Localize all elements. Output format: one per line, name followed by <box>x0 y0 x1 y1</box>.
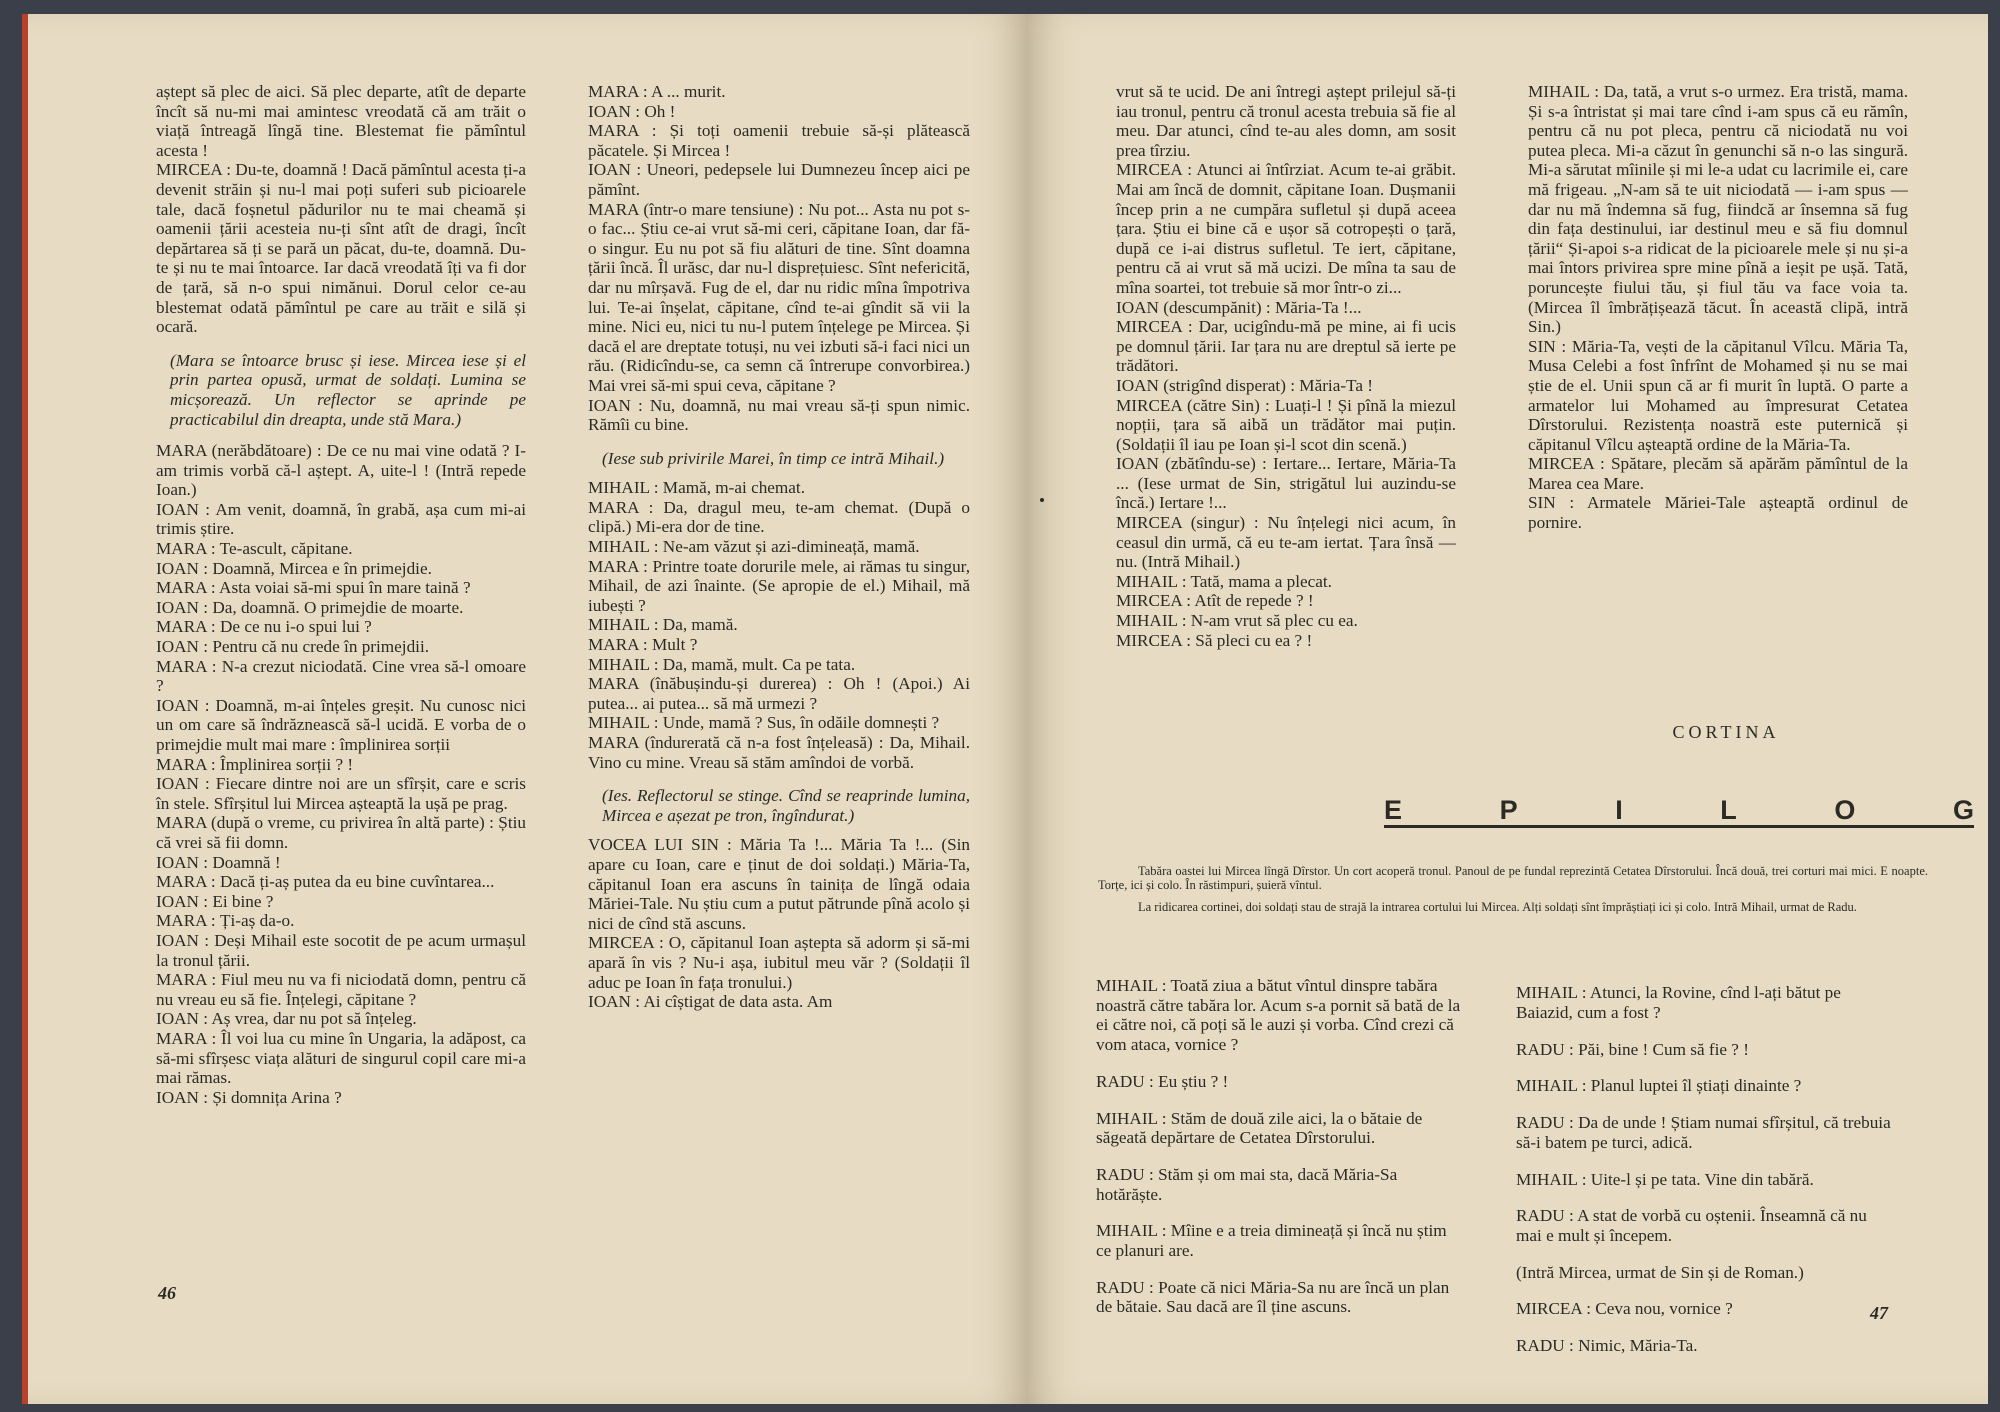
dialogue-line: MIRCEA : Du-te, doamnă ! Dacă pămîntul acesta ți-a devenit străin și nu-l mai poți suferi sub picioarele tale, dacă foșnetul pădurilor nu te mai cheamă și oamenii țării acesteia nu-ți sînt atît de dragi, încît depărtarea să ți se pară un păcat, du-te, doamnă. Du-te și nu te mai întoarce. Iar dacă vreodată îți va fi dor de țară, să n-o spui nimănui. Dorul celor ce-au blestemat odată pămîntul pe care au trăit e silă și ocară. <box>156 160 526 337</box>
dialogue-line: MIHAIL : Mamă, m-ai chemat. <box>588 478 806 498</box>
dialogue-line: RADU : Stăm și om mai sta, dacă Măria-Sa hotărăște. <box>1096 1164 1398 1204</box>
dialogue-line: MIHAIL : Mîine e a treia dimineață și încă nu știm ce planuri are. <box>1096 1221 1447 1260</box>
dialogue-line: MIHAIL : Stăm de două zile aici, la o bătaie de săgeată depărtare de Cetatea Dîrstorului. <box>1096 1108 1423 1148</box>
dialogue-line: IOAN : Am venit, doamnă, în grabă, așa cum mi-ai trimis știre. <box>156 499 526 539</box>
epilog-note-paragraph: La ridicarea cortinei, doi soldați stau de strajă la intrarea cortului lui Mircea. Alți soldați sînt împrăștiați ici și colo. Intră Mihail, urmat de Radu. <box>1138 900 1857 914</box>
dialogue-line: MARA : Printre toate dorurile mele, ai rămas tu singur, Mihail, de azi înainte. (Se apropie de el.) Mihail, mă iubești ? <box>588 556 970 615</box>
dialogue-line: IOAN (descumpănit) : Măria-Ta !... <box>1116 297 1362 317</box>
dialogue-line: IOAN : Nu, doamnă, nu mai vreau să-ți spun nimic. Rămîi cu bine. <box>588 395 970 435</box>
epilog-letter: L <box>1720 795 1737 825</box>
dialogue-line: RADU : Păi, bine ! Cum să fie ? ! <box>1516 1039 1749 1059</box>
left-column-1 <box>156 82 526 1107</box>
dialogue-line: MIRCEA : Atît de repede ? ! <box>1116 591 1314 611</box>
dialogue-line: MARA : Fiul meu nu va fi niciodată domn, pentru că nu vreau eu să fie. Înțelegi, căpitane ? <box>156 970 526 1009</box>
dialogue-line: MARA : Mult ? <box>588 635 698 655</box>
dialogue-line: IOAN : Aș vrea, dar nu pot să înțeleg. <box>156 1009 417 1029</box>
dialogue-line: IOAN : Uneori, pedepsele lui Dumnezeu încep aici pe pămînt. <box>588 160 970 199</box>
dialogue-line: IOAN : Doamnă ! <box>156 852 281 872</box>
right-column-2 <box>1528 82 1908 533</box>
epilog-letter: O <box>1834 795 1856 825</box>
dialogue-line: MARA : Te-ascult, căpitane. <box>156 539 353 559</box>
page-number-left: 46 <box>158 1283 176 1303</box>
dialogue-line: MARA : Ți-aș da-o. <box>156 911 295 931</box>
dialogue-line: MARA (nerăbdătoare) : De ce nu mai vine odată ? I-am trimis vorbă că-l aștept. A, uite-l ! (Intră repede Ioan.) <box>156 441 526 500</box>
epilog-letter: P <box>1499 795 1518 825</box>
dialogue-line: MIRCEA : Dar, ucigîndu-mă pe mine, ai fi ucis pe domnul țării. Iar țara nu are dreptul să ierte pe trădători. <box>1116 317 1456 376</box>
dialogue-line: MARA : Îl voi lua cu mine în Ungaria, la adăpost, ca să-mi sfîrșesc viața alături de singurul copil care mi-a mai rămas. <box>156 1028 526 1088</box>
dialogue-line: IOAN : Pentru că nu crede în primejdii. <box>156 637 430 657</box>
epilog-note-paragraph: Tabăra oastei lui Mircea lîngă Dîrstor. Un cort acoperă tronul. Panoul de pe fundal reprezintă Cetatea Dîrstorului. Încă două, trei corturi mai mici. E noapte. Torțe, ici și colo. În răstimpuri, șuieră vîntul. <box>1098 864 1928 892</box>
dialogue-line: MIHAIL : Da, mamă. <box>588 615 738 635</box>
dialogue-line: MIRCEA : O, căpitanul Ioan aștepta să adorm și să-mi apară în vis ? Nu-i așa, iubitul meu văr ? (Soldații îl aduc pe Ioan în fața tronului.) <box>588 933 970 992</box>
ink-dot <box>1040 498 1044 502</box>
cortina-heading: CORTINA <box>1672 722 1780 742</box>
dialogue-line: MIHAIL : Da, mamă, mult. Ca pe tata. <box>588 654 856 674</box>
dialogue-line: VOCEA LUI SIN : Măria Ta !... Măria Ta !... (Sin apare cu Ioan, care e ținut de doi soldați.) Măria-Ta, căpitanul Ioan era ascuns în tainița de lîngă odaia Măriei-Tale. Nu știu cum a putut pătrunde pînă acolo și nici de cînd stă ascuns. <box>588 835 970 933</box>
epilog-letter: G <box>1952 795 1974 825</box>
dialogue-line: MARA : Împlinirea sorții ? ! <box>156 754 354 774</box>
page-number-right: 47 <box>1870 1303 1888 1323</box>
dialogue-line: MIHAIL : N-am vrut să plec cu ea. <box>1116 611 1358 631</box>
stage-direction: (Mara se întoarce brusc și iese. Mircea iese și el prin partea opusă, urmat de soldați. Lumina se micșorează. Un reflector se aprinde pe practicabilul din dreapta, unde stă Mara.) <box>170 350 526 429</box>
dialogue-line: RADU : Eu știu ? ! <box>1096 1071 1229 1091</box>
dialogue-line: MIRCEA (către Sin) : Luați-l ! Și pînă la miezul nopții, țara să aibă un trădător mai puțin. (Soldații îl iau pe Ioan și-l scot din scenă.) <box>1116 395 1456 454</box>
dialogue-line: MARA : Dacă ți-aș putea da eu bine cuvîntarea... <box>156 872 495 892</box>
dialogue-line: SIN : Măria-Ta, vești de la căpitanul Vîlcu. Măria Ta, Musa Celebi a fost înfrînt de Mohamed și nu se mai știe de el. Unii spun că ar fi murit în luptă. O parte a armatelor lui Mohamed au împresurat Cetatea Dîrstorului. Rezistența noastră este puternică și căpitanul Vîlcu așteaptă ordine de la Măria-Ta. <box>1528 336 1908 454</box>
dialogue-line: IOAN : Doamnă, Mircea e în primejdie. <box>156 558 432 578</box>
dialogue-line: MIHAIL : Da, tată, a vrut s-o urmez. Era tristă, mama. Și s-a întristat și mai tare cînd i-am spus că eu rămîn, pentru că nu pot pleca, pentru că niciodată nu voi putea pleca. Mi-a căzut în genunchi să n-o las singură. Mi-a sărutat mîinile și mi le-a udat cu lacrimile ei, care mă frigeau. „N-am să te uit niciodată — i-am spus — dar nu mă îndemna să fug, fiindcă ar însemna să fug din fața destinului, iar destinul meu e să fiu domnul țării“ Și-apoi s-a ridicat de la picioarele mele și nu și-a mai întors privirea spre mine pînă a ieșit pe ușă. Tată, poruncește fiului tău, și fiul tău va face voia ta. (Mircea îl îmbrățișează tăcut. În această clipă, intră Sin.) <box>1528 82 1908 337</box>
dialogue-line: MIHAIL : Uite-l și pe tata. Vine din tabără. <box>1516 1169 1814 1189</box>
dialogue-line: MARA : N-a crezut niciodată. Cine vrea să-l omoare ? <box>156 656 526 696</box>
dialogue-line: MARA (după o vreme, cu privirea în altă parte) : Știu că vrei să fii domn. <box>156 813 526 852</box>
dialogue-line: MIHAIL : Atunci, la Rovine, cînd l-ați bătut pe Baiazid, cum a fost ? <box>1516 983 1841 1022</box>
stage-direction: (Intră Mircea, urmat de Sin și de Roman.) <box>1516 1262 1804 1282</box>
dialogue-line: RADU : Da de unde ! Știam numai sfîrșitul, că trebuia să-i batem pe turci, adică. <box>1516 1113 1891 1152</box>
dialogue-line: MIHAIL : Toată ziua a bătut vîntul dinspre tabăra noastră către tabăra lor. Acum s-a pornit să bată de la ei către noi, că poți să le auzi și vorba. Cînd crezi că vom ataca, vornice ? <box>1096 976 1461 1054</box>
dialogue-line: IOAN (zbătîndu-se) : Iertare... Iertare, Măria-Ta ... (Iese urmat de Sin, strigătul lui auzindu-se încă.) Iertare !... <box>1116 454 1456 513</box>
dialogue-line: IOAN : Și domnița Arina ? <box>156 1087 342 1107</box>
dialogue-line: MARA : Da, dragul meu, te-am chemat. (După o clipă.) Mi-era dor de tine. <box>588 497 970 537</box>
right-page <box>1026 14 1988 1404</box>
dialogue-line: MIHAIL : Ne-am văzut și azi-dimineață, mamă. <box>588 537 920 557</box>
dialogue-line: aștept să plec de aici. Să plec departe, atît de departe încît să nu-mi mai amintesc vreodată că am trăit o viață întreagă lîngă tine. Blestemat fie pămîntul acesta ! <box>156 82 526 160</box>
dialogue-line: IOAN : Da, doamnă. O primejdie de moarte. <box>156 597 464 617</box>
dialogue-line: vrut să te ucid. De ani întregi aștept prilejul să-ți iau tronul, pentru că tronul acesta trebuia să fie al meu. Dar atunci, cînd te-au ales domn, am sosit prea tîrziu. <box>1116 82 1456 160</box>
dialogue-line: MARA (înăbușindu-și durerea) : Oh ! (Apoi.) Ai putea... ai putea... să mă urmezi ? <box>588 674 970 713</box>
dialogue-line: RADU : Nimic, Măria-Ta. <box>1516 1336 1698 1356</box>
dialogue-line: RADU : A stat de vorbă cu oștenii. Înseamnă că nu mai e mult și începem. <box>1516 1206 1867 1245</box>
dialogue-line: MIRCEA : Ceva nou, vornice ? <box>1516 1299 1733 1319</box>
dialogue-line: MIRCEA : Spătare, plecăm să apărăm pămîntul de la Marea cea Mare. <box>1528 454 1908 493</box>
dialogue-line: SIN : Armatele Măriei-Tale așteaptă ordinul de pornire. <box>1528 493 1908 533</box>
dialogue-line: IOAN : Ei bine ? <box>156 891 274 911</box>
dialogue-line: MARA (îndurerată că n-a fost înțeleasă) : Da, Mihail. Vino cu mine. Vreau să stăm amîndoi de vorbă. <box>588 733 970 772</box>
dialogue-line: IOAN : Oh ! <box>588 101 676 121</box>
dialogue-line: IOAN : Ai cîștigat de data asta. Am <box>588 992 833 1012</box>
epilog-letter: E <box>1384 795 1403 825</box>
dialogue-line: MARA (într-o mare tensiune) : Nu pot... Asta nu pot s-o fac... Știu ce-ai vrut să-mi ceri, căpitane Ioan, dar fă-o singur. Eu nu pot să fiu alături de tine. Sînt doamna țării încă. Îl urăsc, dar nu-l disprețuiesc. Sînt nefericită, dar nu mîrșavă. Fug de el, dar nu ridic mîna împotriva lui. Te-ai înșelat, căpitane, cînd te-ai gîndit să vii la mine. Nici eu, nici tu nu-l putem înțelege pe Mircea. Și dacă el are dreptate totuși, nu vei izbuti să-i faci nici un rău. (Ridicîndu-se, ca semn că întrerupe convorbirea.) Mai vrei să-mi spui ceva, căpitane ? <box>588 199 970 395</box>
dialogue-line: MARA : Și toți oamenii trebuie să-și plătească păcatele. Și Mircea ! <box>588 121 970 160</box>
dialogue-line: IOAN (strigînd disperat) : Măria-Ta ! <box>1116 375 1374 395</box>
dialogue-line: IOAN : Deși Mihail este socotit de pe acum urmașul la tronul țării. <box>156 930 526 970</box>
right-column-1 <box>1116 82 1456 650</box>
dialogue-line: MARA : A ... murit. <box>588 82 726 101</box>
epilog-column-2 <box>1516 966 1896 1373</box>
left-column-2 <box>588 82 970 1012</box>
dialogue-line: MIRCEA (singur) : Nu înțelegi nici acum, în ceasul din urmă, că eu te-am iertat. Țara însă — nu. (Intră Mihail.) <box>1116 513 1456 572</box>
stage-direction: (Ies. Reflectorul se stinge. Cînd se reaprinde lumina, Mircea e așezat pe tron, îngîndurat.) <box>602 786 970 825</box>
dialogue-line: MIHAIL : Unde, mamă ? Sus, în odăile domnești ? <box>588 713 940 733</box>
dialogue-line: IOAN : Fiecare dintre noi are un sfîrșit, care e scris în stele. Sfîrșitul lui Mircea așteaptă la ușă pe prag. <box>156 774 526 813</box>
dialogue-line: MIRCEA : Să pleci cu ea ? ! <box>1116 630 1313 650</box>
dialogue-line: RADU : Poate că nici Măria-Sa nu are încă un plan de bătaie. Sau dacă are îl ține ascuns. <box>1096 1277 1450 1317</box>
left-page <box>22 14 1028 1404</box>
epilog-stage-directions <box>1098 864 1928 922</box>
dialogue-line: MARA : De ce nu i-o spui lui ? <box>156 617 372 637</box>
epilog-column-1 <box>1096 959 1466 1334</box>
dialogue-line: MIRCEA : Atunci ai întîrziat. Acum te-ai grăbit. Mai am încă de domnit, căpitane Ioan. Dușmanii încep prin a ne cumpăra sufletul și după aceea țara. Știu ei bine că e ușor să cotropești o țară, după ce i-ai distrus sufletul. Te iert, căpitane, pentru că ai vrut să mă ucizi. De mîna ta sau de mîna soartei, tot trebuie să mor într-o zi... <box>1116 160 1456 297</box>
dialogue-line: MARA : Asta voiai să-mi spui în mare taină ? <box>156 578 471 598</box>
epilog-heading <box>1384 797 1974 828</box>
dialogue-line: MIHAIL : Planul luptei îl știați dinainte ? <box>1516 1076 1802 1096</box>
stage-direction: (Iese sub privirile Marei, în timp ce intră Mihail.) <box>602 448 945 468</box>
dialogue-line: MIHAIL : Tată, mama a plecat. <box>1116 571 1332 591</box>
epilog-letter: I <box>1615 795 1623 825</box>
dialogue-line: IOAN : Doamnă, m-ai înțeles greșit. Nu cunosc nici un om care să îndrăznească să-l ucidă. E vorba de o primejdie mult mai mare : împlinirea sorții <box>156 695 526 754</box>
